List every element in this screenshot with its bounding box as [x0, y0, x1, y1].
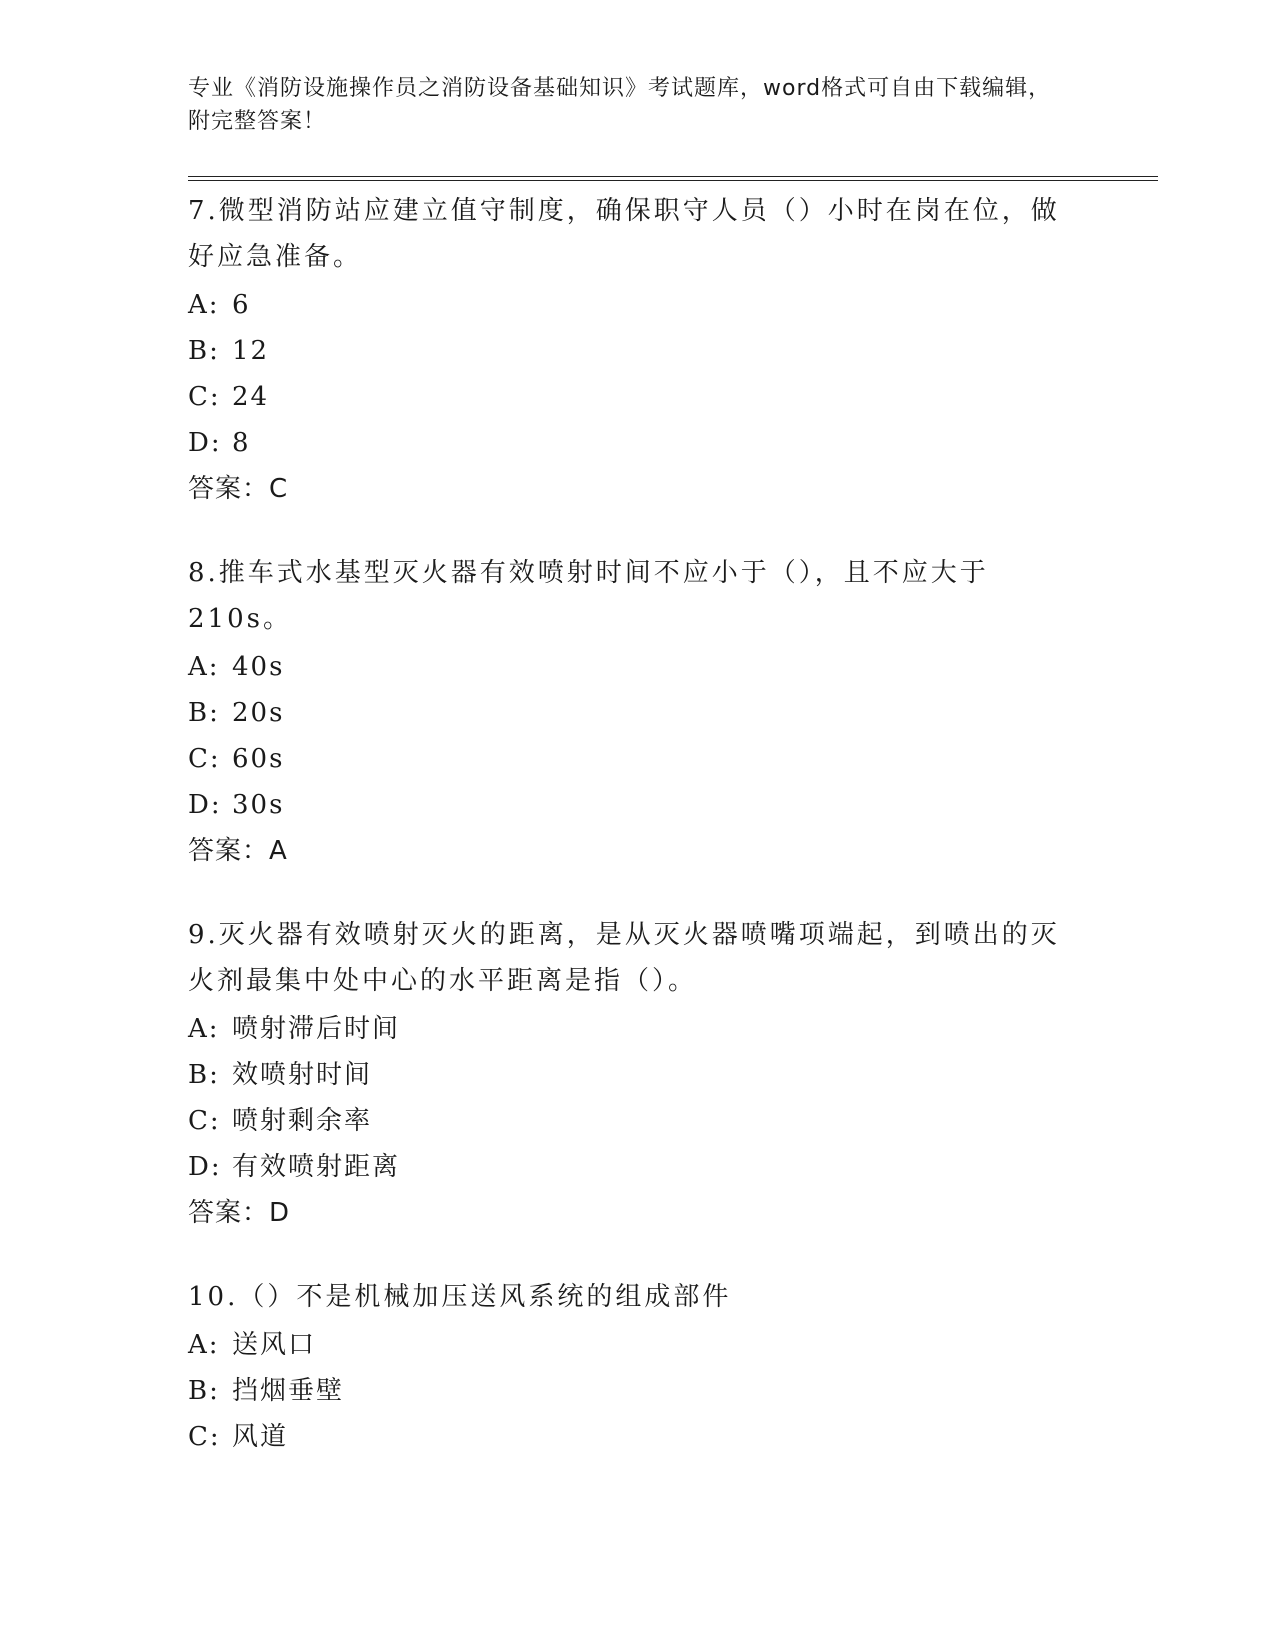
- answer-line: 答案：A: [188, 836, 288, 866]
- option-letter: C:: [188, 1106, 221, 1136]
- option-value: 8: [232, 428, 251, 458]
- question-8: [188, 550, 1068, 874]
- option-c: [188, 736, 1068, 782]
- option-a: [188, 1322, 1068, 1368]
- option-letter: C:: [188, 744, 221, 774]
- option-letter: C:: [188, 1422, 221, 1452]
- question-list: [188, 188, 1068, 1498]
- question-10: [188, 1274, 1068, 1460]
- option-letter: B:: [188, 1060, 220, 1090]
- option-value: 效喷射时间: [232, 1060, 373, 1090]
- option-value: 20s: [232, 698, 285, 728]
- option-d: [188, 782, 1068, 828]
- option-value: 喷射剩余率: [232, 1106, 373, 1136]
- option-c: [188, 1414, 1068, 1460]
- option-c: [188, 1098, 1068, 1144]
- question-text: 9.灭火器有效喷射灭火的距离，是从灭火器喷嘴项端起，到喷出的灭火剂最集中处中心的水平距离是指（）。: [188, 920, 1060, 996]
- document-header: 专业《消防设施操作员之消防设备基础知识》考试题库，word格式可自由下载编辑，附完整答案！: [188, 76, 1052, 134]
- option-d: [188, 1144, 1068, 1190]
- document-page: [188, 0, 1158, 1650]
- question-text: 7.微型消防站应建立值守制度，确保职守人员（）小时在岗在位，做好应急准备。: [188, 196, 1060, 272]
- option-value: 喷射滞后时间: [232, 1014, 401, 1044]
- option-a: [188, 644, 1068, 690]
- option-b: [188, 690, 1068, 736]
- option-value: 有效喷射距离: [232, 1152, 401, 1182]
- answer-line: 答案：C: [188, 474, 289, 504]
- question-7: [188, 188, 1068, 512]
- option-c: [188, 374, 1068, 420]
- option-value: 12: [232, 336, 270, 366]
- answer-line: 答案：D: [188, 1198, 291, 1228]
- option-a: [188, 1006, 1068, 1052]
- option-value: 24: [232, 382, 270, 412]
- option-letter: D:: [188, 1152, 222, 1182]
- option-letter: D:: [188, 428, 222, 458]
- option-letter: B:: [188, 698, 220, 728]
- option-letter: D:: [188, 790, 222, 820]
- option-d: [188, 420, 1068, 466]
- option-letter: A:: [188, 1014, 220, 1044]
- question-text: 8.推车式水基型灭火器有效喷射时间不应小于（），且不应大于210s。: [188, 558, 989, 634]
- question-text: 10.（）不是机械加压送风系统的组成部件: [188, 1282, 732, 1312]
- option-value: 送风口: [232, 1330, 317, 1360]
- option-b: [188, 1368, 1068, 1414]
- option-value: 40s: [232, 652, 285, 682]
- option-b: [188, 1052, 1068, 1098]
- option-a: [188, 282, 1068, 328]
- option-value: 30s: [232, 790, 285, 820]
- option-letter: B:: [188, 1376, 220, 1406]
- question-9: [188, 912, 1068, 1236]
- option-value: 挡烟垂壁: [232, 1376, 345, 1406]
- option-letter: A:: [188, 290, 220, 320]
- option-value: 风道: [232, 1422, 289, 1452]
- option-value: 6: [232, 290, 251, 320]
- option-letter: C:: [188, 382, 221, 412]
- header-divider: [188, 176, 1158, 181]
- option-letter: A:: [188, 1330, 220, 1360]
- option-value: 60s: [232, 744, 285, 774]
- option-letter: A:: [188, 652, 220, 682]
- option-b: [188, 328, 1068, 374]
- option-letter: B:: [188, 336, 220, 366]
